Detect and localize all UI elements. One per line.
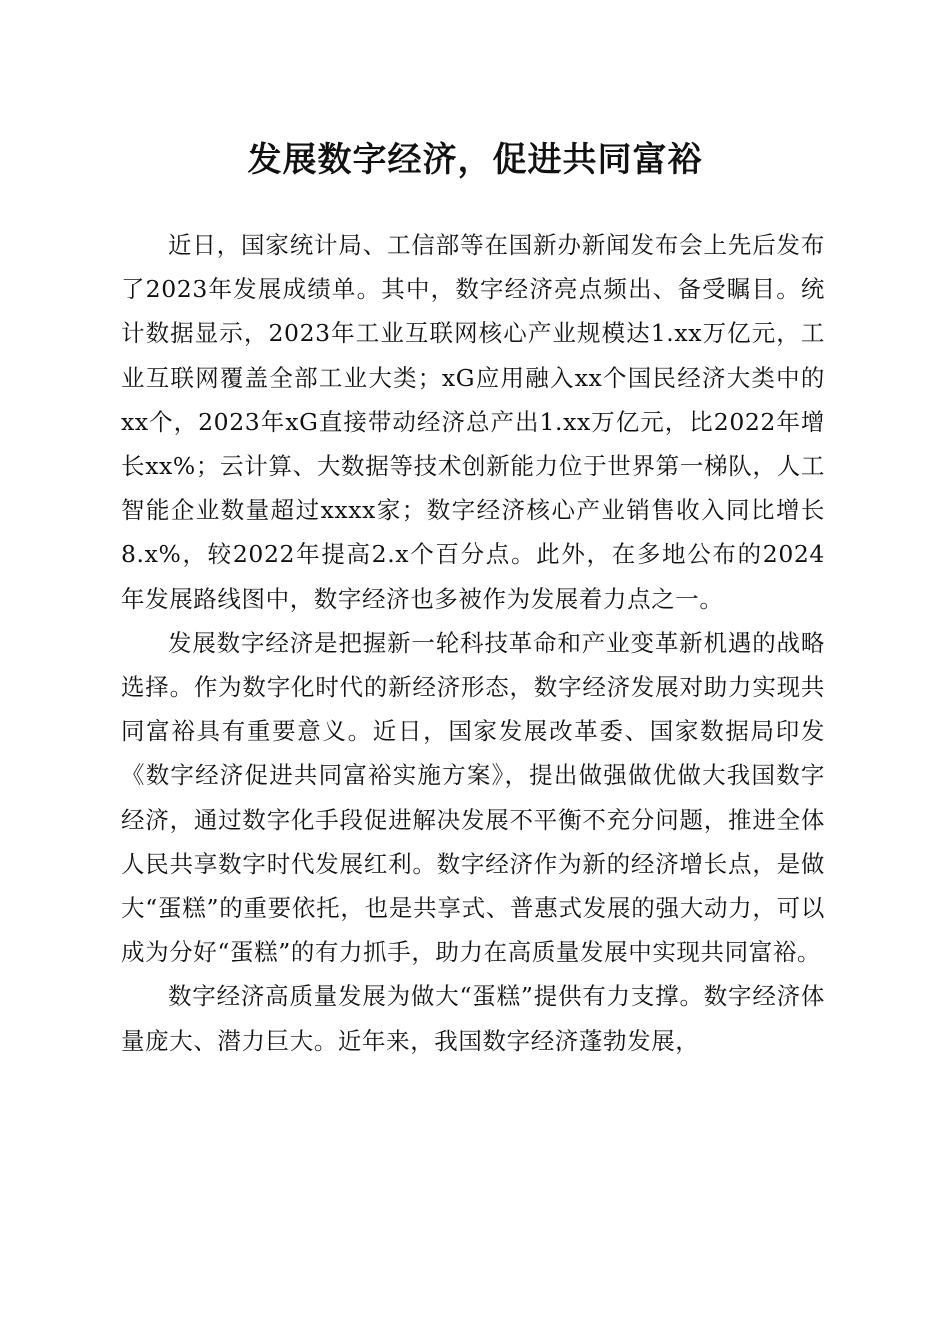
document-body [121, 223, 825, 1063]
paragraph-1: 近日，国家统计局、工信部等在国新办新闻发布会上先后发布了2023年发展成绩单。其中，数字经济亮点频出、备受瞩目。统计数据显示，2023年工业互联网核心产业规模达1.xx万亿元，工业互联网覆盖全部工业大类；xG应用融入xx个国民经济大类中的xx个，2023年xG直接带动经济总产出1.xx万亿元，比2022年增长xx%；云计算、大数据等技术创新能力位于世界第一梯队，人工智能企业数量超过xxxx家；数字经济核心产业销售收入同比增长8.x%，较2022年提高2.x个百分点。此外，在多地公布的2024年发展路线图中，数字经济也多被作为发展着力点之一。 [121, 231, 825, 613]
paragraph-2: 发展数字经济是把握新一轮科技革命和产业变革新机遇的战略选择。作为数字化时代的新经济形态，数字经济发展对助力实现共同富裕具有重要意义。近日，国家发展改革委、国家数据局印发《数字经济促进共同富裕实施方案》，提出做强做优做大我国数字经济，通过数字化手段促进解决发展不平衡不充分问题，推进全体人民共享数字时代发展红利。数字经济作为新的经济增长点，是做大“蛋糕”的重要依托，也是共享式、普惠式发展的强大动力，可以成为分好“蛋糕”的有力抓手，助力在高质量发展中实现共同富裕。 [121, 628, 825, 967]
paragraph-3: 数字经济高质量发展为做大“蛋糕”提供有力支撑。数字经济体量庞大、潜力巨大。近年来，我国数字经济蓬勃发展， [121, 982, 825, 1055]
document-title: 发展数字经济，促进共同富裕 [247, 140, 703, 180]
